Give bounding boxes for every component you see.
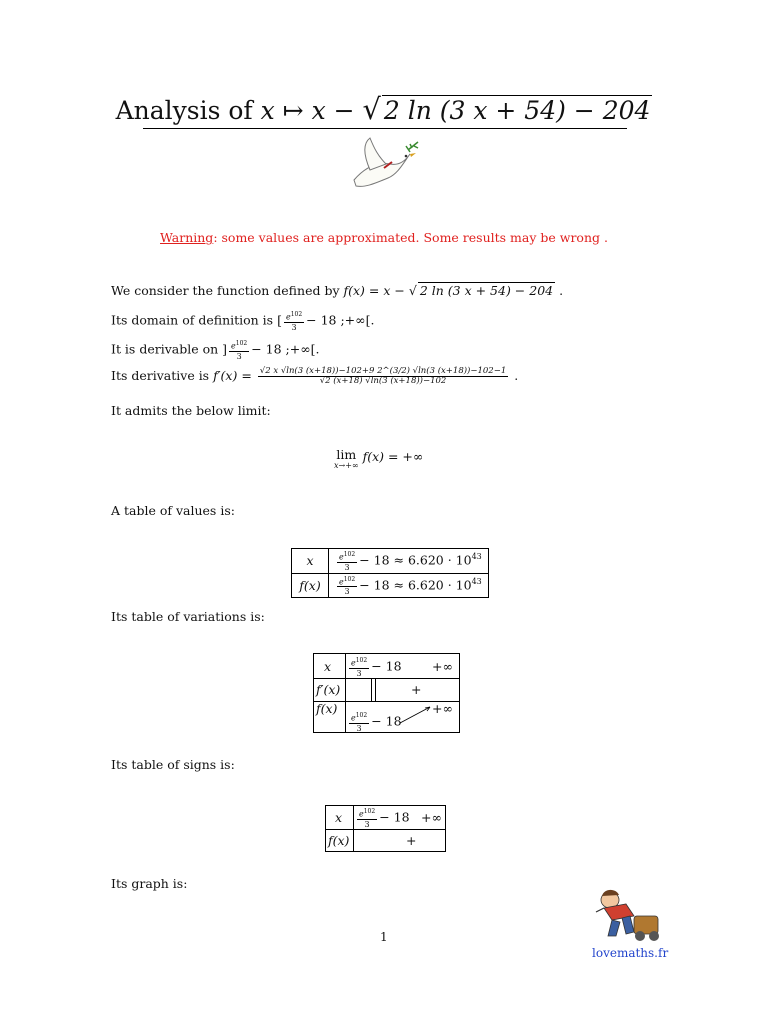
x-label: x xyxy=(335,810,343,825)
fraction-e102-over-3: $\frac{e^{102}}{3}$ xyxy=(231,340,248,361)
variations-table-intro: Its table of variations is: xyxy=(111,609,265,624)
site-link[interactable]: lovemaths.fr xyxy=(592,946,669,960)
increasing-arrow-icon xyxy=(398,703,434,725)
f-sign: + xyxy=(406,833,417,848)
fprime-sign: + xyxy=(411,682,422,697)
table-row: f(x) $\frac{e^{102}}{3}$ − $18 \approx 6.620 \cdot 10^{43}$ xyxy=(292,573,489,598)
x-start: $\frac{e^{102}}{3}$ − 18 xyxy=(359,808,410,829)
fraction-e102-over-3: $\frac{e^{102}}{3}$ xyxy=(285,311,303,332)
derivability-statement: It is derivable on ] $\frac{e^{102}}{3}$ − 18 ;+∞[. xyxy=(111,340,320,361)
x-end: +∞ xyxy=(421,810,442,825)
signs-table-intro: Its table of signs is: xyxy=(111,757,235,772)
x-start: $\frac{e^{102}}{3}$ − 18 xyxy=(351,657,402,678)
f-label: f(x) xyxy=(328,833,350,848)
values-table xyxy=(291,548,489,598)
x-label: x xyxy=(324,659,332,674)
x-end: +∞ xyxy=(432,659,453,674)
derivative-statement: Its derivative is f′(x) = $\frac{√2 x √\ln(3 (x+18))-102+9 2\^{}(3/2) √\ln(3 (x+18))-102-1}{√2 (x+18) √\ln(3 (x+18))-102}$ . xyxy=(111,366,519,386)
title-underline xyxy=(143,128,627,129)
mascot-logo xyxy=(592,886,664,946)
f-label: f(x) xyxy=(316,701,338,716)
page-number: 1 xyxy=(380,930,388,944)
page-title: Analysis of x ↦ x − √ 2 ln (3 x + 54) − 204 xyxy=(115,92,651,126)
dove-logo xyxy=(348,136,420,194)
values-table-intro: A table of values is: xyxy=(111,503,235,518)
domain-statement: Its domain of definition is [ $\frac{e^{102}}{3}$ − 18 ;+∞[. xyxy=(111,311,375,332)
derivative-fraction: $\frac{√2 x √\ln(3 (x+18))-102+9 2\^{}(3/2) √\ln(3 (x+18))-102-1}{√2 (x+18) √\ln(3 (x+18))-102}$ xyxy=(259,366,507,386)
limit-expression: lim x→+∞ f(x) = +∞ xyxy=(334,447,424,470)
f-end: +∞ xyxy=(432,701,453,716)
variations-table xyxy=(313,653,460,733)
function-definition: We consider the function defined by f(x) = x − √ 2 ln (3 x + 54) − 204 . xyxy=(111,283,564,298)
limit-intro: It admits the below limit: xyxy=(111,403,271,418)
graph-intro: Its graph is: xyxy=(111,876,188,891)
fprime-label: f′(x) xyxy=(316,682,341,697)
f-start: $\frac{e^{102}}{3}$ − 18 xyxy=(351,712,402,733)
warning-notice: Warning: some values are approximated. Some results may be wrong . xyxy=(160,230,608,245)
signs-table xyxy=(325,805,446,852)
table-row: x $\frac{e^{102}}{3}$ − $18 \approx 6.620 \cdot 10^{43}$ xyxy=(292,549,489,574)
